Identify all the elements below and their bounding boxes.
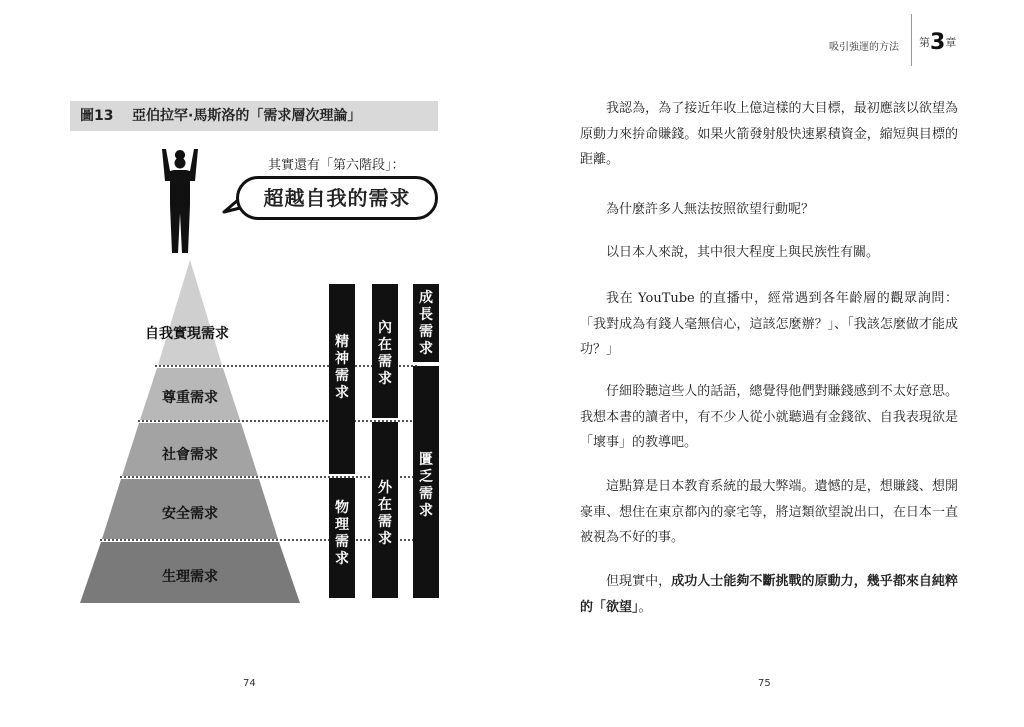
- column-label: 內在需求: [378, 320, 392, 387]
- maslow-pyramid: [60, 260, 510, 610]
- body-paragraph: 為什麼許多人無法按照欲望行動呢？: [606, 202, 815, 217]
- person-arms-raised-icon: [160, 147, 200, 255]
- pyramid-level-esteem: 尊重需求: [162, 390, 218, 406]
- figure-title-bar: [70, 101, 438, 131]
- pyramid-level-physiological: 生理需求: [162, 569, 218, 585]
- page-number-right: 75: [758, 678, 771, 689]
- column-label: 精神需求: [335, 334, 349, 401]
- column-internal-needs: [372, 284, 398, 418]
- emphasis-tail: 。: [638, 599, 652, 615]
- body-paragraph: 我認為，為了接近年收上億這樣的大目標，最初應該以欲望為原動力來拚命賺錢。如果火箭發射般快速累積資金，縮短與目標的距離。: [580, 101, 958, 167]
- pyramid-level-social: 社會需求: [162, 447, 218, 463]
- figure-number: 圖13: [80, 108, 114, 124]
- column-spiritual-needs: [329, 284, 355, 474]
- figure-title: 亞伯拉罕·馬斯洛的「需求層次理論」: [132, 108, 362, 124]
- column-growth-needs: [413, 284, 439, 362]
- column-label: 成長需求: [419, 290, 433, 357]
- header-divider: [911, 14, 912, 66]
- column-label: 匱乏需求: [419, 452, 433, 519]
- column-material-needs: [329, 478, 355, 598]
- running-header: 吸引強運的方法: [829, 42, 899, 53]
- body-paragraph-emphasis: [580, 569, 958, 620]
- chapter-number: 3: [930, 30, 946, 55]
- chapter-prefix: 第: [919, 36, 930, 49]
- bubble-text: 超越自我的需求: [263, 186, 411, 210]
- pyramid-level-safety: 安全需求: [162, 506, 218, 522]
- column-deficiency-needs: [413, 366, 439, 598]
- page-number-left: 74: [243, 678, 256, 689]
- column-label: 外在需求: [378, 480, 392, 547]
- emphasis-text: 成功人士能夠不斷挑戰的原動力，幾乎都來自純粹的「欲望」: [580, 574, 958, 615]
- column-external-needs: [372, 422, 398, 598]
- figure-caption: 其實還有「第六階段」：: [268, 158, 405, 173]
- chapter-suffix: 章: [945, 36, 957, 49]
- body-paragraph: 這點算是日本教育系統的最大弊端。遺憾的是，想賺錢、想開豪車、想住在東京都內的豪宅等，將這類欲望說出口，在日本一直被視為不好的事。: [580, 479, 958, 545]
- body-paragraph: 以日本人來說，其中很大程度上與民族性有關。: [606, 245, 880, 260]
- column-label: 物理需求: [335, 500, 349, 567]
- body-paragraph: 我在 YouTube 的直播中，經常遇到各年齡層的觀眾詢問：「我對成為有錢人毫無信心，這該怎麼辦？」、「我該怎麼做才能成功？」: [580, 291, 958, 357]
- chapter-label: [919, 30, 956, 55]
- body-paragraph: 仔細聆聽這些人的話語，總覺得他們對賺錢感到不太好意思。我想本書的讀者中，有不少人從小就聽過有金錢欲、自我表現欲是「壞事」的教導吧。: [580, 384, 958, 450]
- emphasis-lead: 但現實中，: [606, 574, 672, 589]
- pyramid-level-self-actualization: 自我實現需求: [145, 326, 229, 342]
